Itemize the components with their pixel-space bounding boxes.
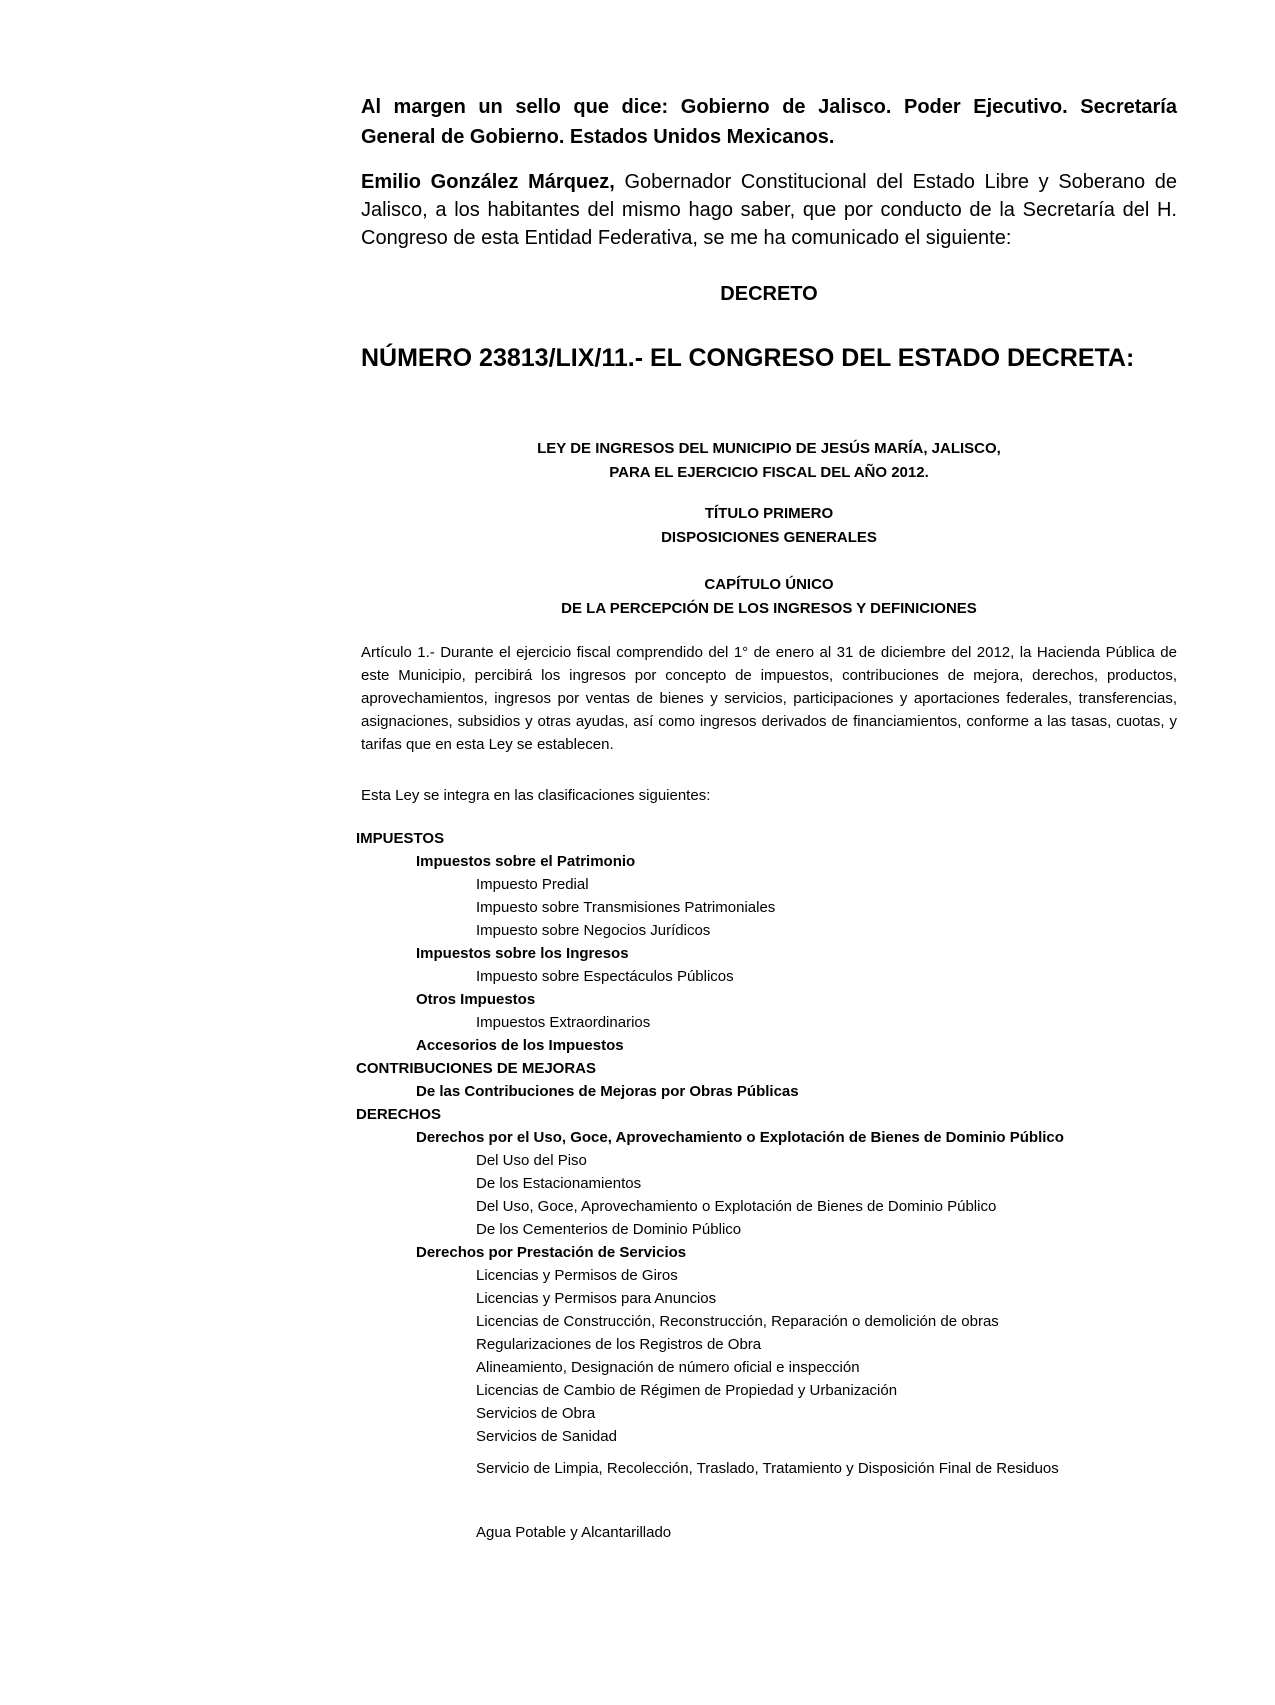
list-item: Impuesto sobre Espectáculos Públicos <box>476 968 734 985</box>
list-item: Regularizaciones de los Registros de Obra <box>476 1336 762 1353</box>
governor-name: Emilio González Márquez, <box>361 171 615 193</box>
list-item: Servicio de Limpia, Recolección, Traslado, Tratamiento y Disposición Final de Residuos <box>476 1460 1059 1477</box>
list-item: CONTRIBUCIONES DE MEJORAS <box>356 1060 597 1077</box>
capitulo-heading <box>361 573 1177 621</box>
classification-list <box>356 827 1236 1544</box>
law-title-line-2: PARA EL EJERCICIO FISCAL DEL AÑO 2012. <box>609 464 929 481</box>
list-item: Alineamiento, Designación de número oficial e inspección <box>476 1359 860 1376</box>
list-item: Derechos por el Uso, Goce, Aprovechamiento o Explotación de Bienes de Dominio Público <box>416 1129 1064 1146</box>
list-item: De los Estacionamientos <box>476 1175 642 1192</box>
list-item: Derechos por Prestación de Servicios <box>416 1244 687 1261</box>
list-item: Impuestos Extraordinarios <box>476 1014 651 1031</box>
titulo-line-1: TÍTULO PRIMERO <box>704 505 834 522</box>
list-item: IMPUESTOS <box>356 830 445 847</box>
capitulo-line-1: CAPÍTULO ÚNICO <box>704 576 834 593</box>
integra-paragraph: Esta Ley se integra en las clasificaciones siguientes: <box>361 787 711 804</box>
law-title-line-1: LEY DE INGRESOS DEL MUNICIPIO DE JESÚS MARÍA, JALISCO, <box>537 440 1001 457</box>
list-item: De los Cementerios de Dominio Público <box>476 1221 742 1238</box>
list-item: DERECHOS <box>356 1106 442 1123</box>
list-item: Otros Impuestos <box>416 991 536 1008</box>
governor-paragraph <box>361 168 1177 252</box>
law-title <box>361 437 1177 485</box>
list-item: Servicios de Sanidad <box>476 1428 617 1445</box>
list-item: Impuesto sobre Negocios Jurídicos <box>476 922 711 939</box>
list-item: Licencias de Cambio de Régimen de Propiedad y Urbanización <box>476 1382 898 1399</box>
capitulo-line-2: DE LA PERCEPCIÓN DE LOS INGRESOS Y DEFINICIONES <box>561 600 977 617</box>
list-item: Del Uso del Piso <box>476 1152 587 1169</box>
list-item: Agua Potable y Alcantarillado <box>476 1524 672 1541</box>
titulo-line-2: DISPOSICIONES GENERALES <box>661 529 877 546</box>
list-item: Del Uso, Goce, Aprovechamiento o Explotación de Bienes de Dominio Público <box>476 1198 997 1215</box>
list-item: Servicios de Obra <box>476 1405 596 1422</box>
decree-number-heading: NÚMERO 23813/LIX/11.- EL CONGRESO DEL ESTADO DECRETA: <box>361 344 1135 372</box>
list-item: De las Contribuciones de Mejoras por Obras Públicas <box>416 1083 799 1100</box>
list-item: Licencias de Construcción, Reconstrucción, Reparación o demolición de obras <box>476 1313 999 1330</box>
list-item: Licencias y Permisos de Giros <box>476 1267 678 1284</box>
list-item: Impuesto sobre Transmisiones Patrimoniales <box>476 899 776 916</box>
article-1-paragraph: Artículo 1.- Durante el ejercicio fiscal comprendido del 1° de enero al 31 de diciembre del 2012, la Hacienda Pública de este Municipio, percibirá los ingresos por concepto de impuestos, contribuciones de mejora, derechos, productos, aprovechamientos, ingresos por ventas de bienes y servicios, participaciones y aportaciones federales, transferencias, asignaciones, subsidios y otras ayudas, así como ingresos derivados de financiamientos, conforme a las tasas, cuotas, y tarifas que en esta Ley se establecen. <box>361 644 1177 753</box>
governor-text: Gobernador Constitucional del Estado Libre y Soberano de Jalisco, a los habitantes del mismo hago saber, que por conducto de la Secretaría del H. Congreso de esta Entidad Federativa, se me ha comunicado el siguiente: <box>361 171 1177 249</box>
list-item: Accesorios de los Impuestos <box>416 1037 624 1054</box>
seal-paragraph: Al margen un sello que dice: Gobierno de Jalisco. Poder Ejecutivo. Secretaría General de Gobierno. Estados Unidos Mexicanos. <box>361 96 1177 148</box>
list-item: Impuesto Predial <box>476 876 589 893</box>
list-item: Impuestos sobre el Patrimonio <box>416 853 636 870</box>
titulo-heading <box>361 502 1177 550</box>
list-item: Impuestos sobre los Ingresos <box>416 945 629 962</box>
list-item: Licencias y Permisos para Anuncios <box>476 1290 717 1307</box>
decreto-heading: DECRETO <box>720 283 818 305</box>
